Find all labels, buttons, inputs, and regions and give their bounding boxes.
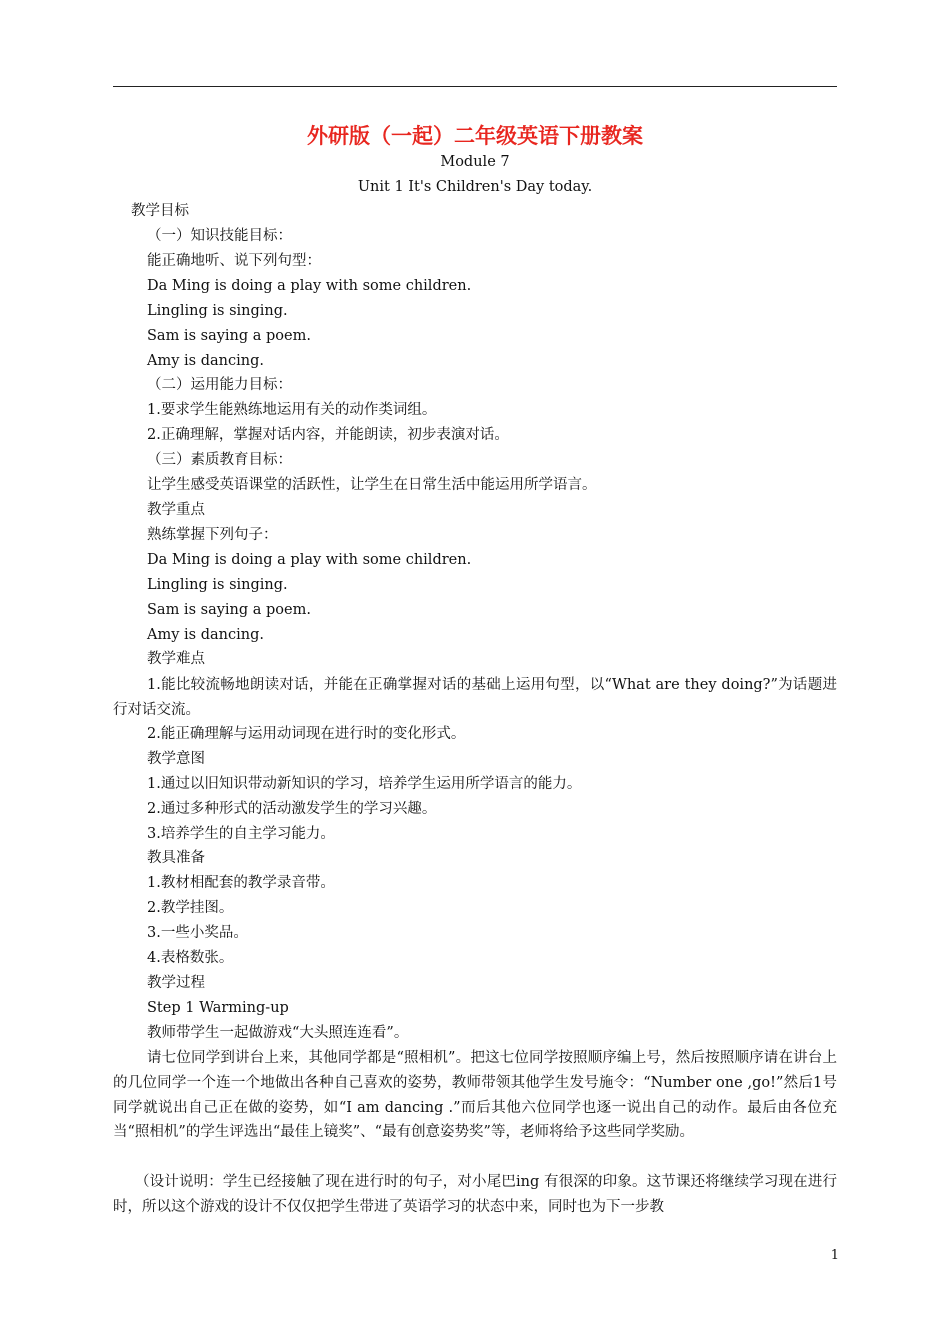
subheading-quality-education: （三）素质教育目标： [147, 452, 292, 468]
page-number: 1 [830, 1248, 839, 1263]
example-sentence: Da Ming is doing a play with some children. [147, 278, 472, 294]
subheading-application: （二）运用能力目标： [147, 377, 292, 393]
text-line: 熟练掌握下列句子： [147, 527, 278, 543]
example-sentence: Sam is saying a poem. [147, 602, 311, 618]
text-line: 能正确地听、说下列句型： [147, 253, 321, 269]
example-sentence: Lingling is singing. [147, 577, 288, 593]
list-item: 1.要求学生能熟练地运用有关的动作类词组。 [147, 402, 437, 418]
text-line: 教师带学生一起做游戏“大头照连连看”。 [147, 1025, 409, 1041]
list-item: 1.通过以旧知识带动新知识的学习，培养学生运用所学语言的能力。 [147, 776, 582, 792]
section-heading-key-points: 教学重点 [147, 502, 205, 518]
module-heading: Module 7 [440, 154, 510, 170]
text-line: 让学生感受英语课堂的活跃性，让学生在日常生活中能运用所学语言。 [147, 477, 597, 493]
list-item: 3.培养学生的自主学习能力。 [147, 826, 335, 842]
example-sentence: Amy is dancing. [147, 353, 264, 369]
document-title: 外研版（一起）二年级英语下册教案 [307, 123, 643, 148]
list-item: 2.正确理解，掌握对话内容，并能朗读，初步表演对话。 [147, 427, 509, 443]
paragraph-design-note: （设计说明：学生已经接触了现在进行时的句子，对小尾巴ing 有很深的印象。这节课还将继续学习现在进行时，所以这个游戏的设计不仅仅把学生带进了英语学习的状态中来，同时也为下一步教 [113, 1174, 837, 1215]
example-sentence: Sam is saying a poem. [147, 328, 311, 344]
list-item: 2.通过多种形式的活动激发学生的学习兴趣。 [147, 801, 437, 817]
list-item: 2.能正确理解与运用动词现在进行时的变化形式。 [147, 726, 466, 742]
list-item: 4.表格数张。 [147, 950, 234, 966]
header-rule [113, 86, 837, 87]
list-item: 2.教学挂图。 [147, 900, 234, 916]
unit-heading: Unit 1 It's Children's Day today. [357, 179, 593, 195]
subheading-knowledge-skills: （一）知识技能目标： [147, 228, 292, 244]
example-sentence: Da Ming is doing a play with some children. [147, 552, 472, 568]
section-heading-materials: 教具准备 [147, 850, 205, 866]
paragraph-game-description: 请七位同学到讲台上来，其他同学都是“照相机”。把这七位同学按照顺序编上号，然后按照顺序请在讲台上的几位同学一个连一个地做出各种自己喜欢的姿势，教师带领其他学生发号施令：“Number one ,go!”然后1号同学就说出自己正在做的姿势，如“I am dancing .”而后其他六位同学也逐一说出自己的动作。最后由各位充当“照相机”的学生评选出“最佳上镜奖”、“最有创意姿势奖”等，老师将给予这些同学奖励。 [113, 1050, 837, 1141]
section-heading-intent: 教学意图 [147, 751, 205, 767]
section-heading-process: 教学过程 [147, 975, 205, 991]
paragraph-difficulty-1: 1.能比较流畅地朗读对话，并能在正确掌握对话的基础上运用句型，以“What are they doing?”为话题进行对话交流。 [113, 677, 837, 718]
example-sentence: Lingling is singing. [147, 303, 288, 319]
list-item: 3.一些小奖品。 [147, 925, 248, 941]
example-sentence: Amy is dancing. [147, 627, 264, 643]
section-heading-objectives: 教学目标 [131, 203, 189, 219]
section-heading-difficulties: 教学难点 [147, 651, 205, 667]
list-item: 1.教材相配套的教学录音带。 [147, 875, 335, 891]
step-heading: Step 1 Warming-up [147, 1000, 289, 1016]
